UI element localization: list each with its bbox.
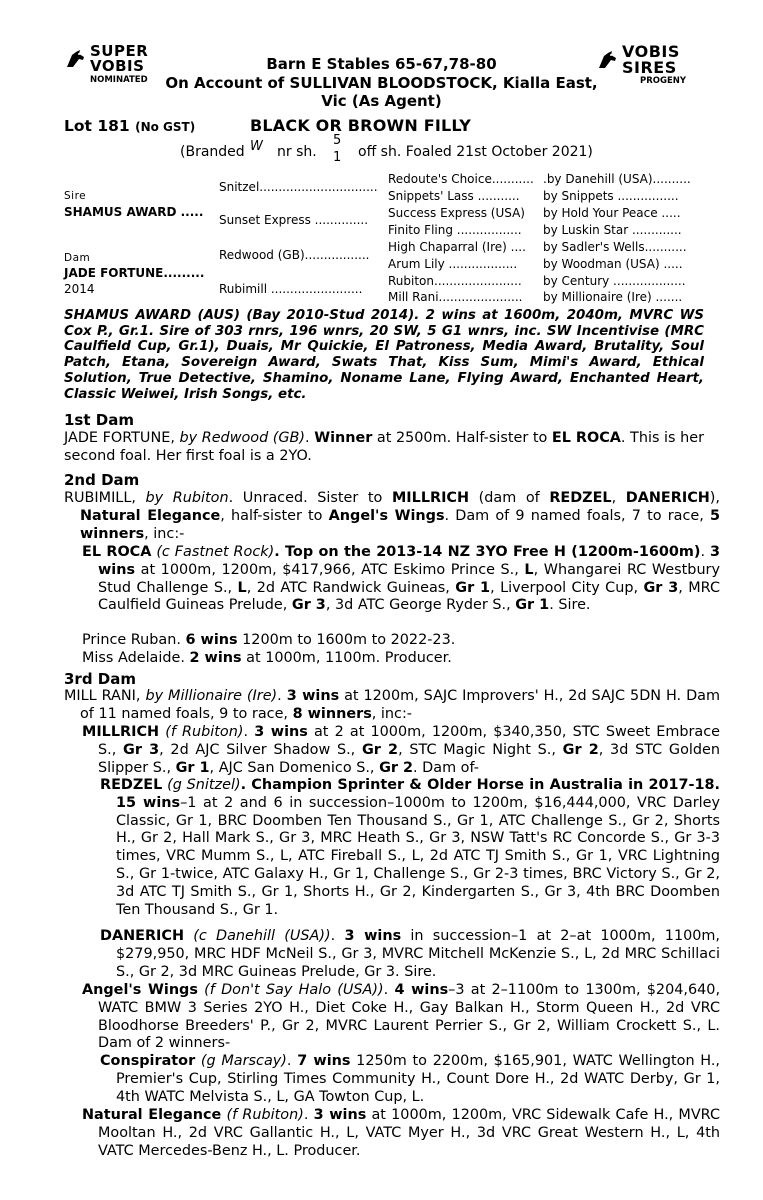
ggparent-by: by Century ...................	[543, 274, 686, 288]
ggparent-by: by Woodman (USA) .....	[543, 257, 683, 271]
grandparent: Rubimill ........................	[219, 282, 363, 296]
danerich-record: in succession–1 at 2–at 1000m, 1100m, $279,950, MRC HDF McNeil S., Gr 3, MVRC Mitchell McKenzie S., L, 2d MRC Schillaci S., Gr 2, 3d MRC Guineas Prelude, Gr 3. Sire.	[116, 928, 721, 980]
ggparent-name: Arum Lily ..................	[388, 257, 518, 271]
race-grade: L	[524, 561, 534, 578]
danerich-entry	[100, 928, 720, 981]
wins-count: 6 wins	[185, 632, 238, 648]
conspirator-name: Conspirator	[100, 1053, 196, 1069]
text: . This is her second foal. Her first foal is a 2YO.	[64, 430, 704, 464]
millrich-by: (f Rubiton)	[165, 724, 244, 740]
angels-wings-record: –3 at 2–1100m to 1300m, $204,640, WATC BMW 3 Series 2YO H., Diet Coke H., Gay Balkan H., Storm Queen H., 2d VRC Bloodhorse Breeders' P., Gr 2, MVRC Laurent Perrier S., Gr 2, William Crockett S., L. Dam of 2 winners-	[98, 982, 721, 1052]
text: 1200m to 1600m to 2022-23.	[237, 632, 456, 648]
first-dam-heading: 1st Dam	[64, 411, 134, 429]
danerich-name: DANERICH	[100, 928, 184, 944]
first-dam-paragraph	[64, 430, 704, 466]
text: .	[383, 982, 395, 998]
third-dam-paragraph	[64, 688, 720, 724]
first-dam-by: by Redwood (GB)	[179, 430, 306, 446]
gst-label: (No GST)	[135, 120, 196, 134]
brand-off-bottom: 1	[333, 150, 342, 165]
el-roca-by: (c Fastnet Rock)	[156, 544, 275, 560]
text: .	[277, 688, 287, 704]
el-roca-entry	[82, 544, 720, 615]
barn-line: Barn E Stables 65-67,78-80	[266, 55, 497, 73]
third-dam-by: by Millionaire (Ire)	[145, 688, 278, 704]
race-grade: Gr 2	[361, 741, 399, 758]
ggparent-by: by Luskin Star .............	[543, 223, 682, 237]
angels-wings-name: Angel's Wings	[82, 982, 198, 998]
redzel-name: REDZEL	[100, 777, 163, 793]
millrich-name: MILLRICH	[82, 724, 160, 740]
ggparent-name: Mill Rani......................	[388, 290, 523, 304]
conspirator-record: 1250m to 2200m, $165,901, WATC Wellington H., Premier's Cup, Stirling Times Community H., Count Dore H., 2d WATC Derby, Gr 1, 4th WATC Melvista S., L, GA Towton Cup, L.	[116, 1053, 721, 1105]
brand-mark-icon: W	[250, 139, 263, 154]
race-grade: Gr 2	[379, 759, 414, 776]
text: .	[700, 544, 710, 560]
third-dam-heading: 3rd Dam	[64, 670, 136, 688]
ggparent-name: Finito Fling .................	[388, 223, 522, 237]
brand-off-top: 5	[333, 133, 342, 148]
ggparent-by: by Snippets ................	[543, 189, 679, 203]
redzel-ref: REDZEL	[549, 490, 612, 506]
sire-label: Sire	[64, 190, 87, 202]
race-grade: L	[237, 579, 247, 596]
wins-count: 7 wins	[297, 1053, 351, 1069]
logo-left-line1: SUPER	[90, 42, 149, 60]
redzel-entry	[100, 777, 720, 919]
text: , 3d STC Golden Slipper S.,	[98, 741, 720, 776]
foaled-text: off sh. Foaled 21st October 2021)	[358, 144, 593, 160]
text: .	[330, 928, 345, 944]
text: Miss Adelaide.	[82, 650, 190, 666]
text: , 3d ATC George Ryder S.,	[325, 597, 516, 614]
ggparent-name: Success Express (USA)	[388, 206, 525, 220]
text: . Unraced. Sister to	[228, 490, 392, 506]
miss-adelaide-entry	[82, 650, 704, 668]
second-dam-name: RUBIMILL,	[64, 490, 136, 506]
text: .	[305, 430, 315, 446]
natural-elegance-ref: Natural Elegance	[80, 507, 221, 524]
grandparent: Snitzel...............................	[219, 180, 378, 194]
text: at 1000m, 1200m, $417,966, ATC Eskimo Prince S.,	[135, 561, 525, 578]
natural-elegance-by: (f Rubiton)	[226, 1107, 304, 1123]
text: .	[243, 724, 255, 740]
race-grade: Gr 1	[455, 579, 491, 596]
near-side: nr sh.	[277, 144, 317, 160]
logo-right-line3: PROGENY	[640, 76, 687, 86]
el-roca-honour: . Top on the 2013-14 NZ 3YO Free H (1200m-1600m)	[274, 544, 701, 560]
wins-count: 3 wins	[254, 724, 308, 740]
text: , Whangarei RC Westbury Stud Challenge S.,	[98, 561, 720, 596]
text: , MRC Caulfield Guineas Prelude,	[98, 579, 720, 614]
text: . Dam of 9 named foals, 7 to race,	[444, 507, 710, 524]
text: , inc:-	[371, 705, 412, 722]
second-dam-paragraph	[64, 490, 720, 543]
natural-elegance-entry	[82, 1107, 720, 1160]
lot-label: Lot 181	[64, 117, 130, 135]
dam-name: JADE FORTUNE.........	[64, 266, 205, 280]
wins-count: 3 wins	[313, 1107, 367, 1123]
el-roca-wins: 3 wins	[98, 544, 720, 578]
account-line: On Account of SULLIVAN BLOODSTOCK, Kialla East,	[165, 74, 598, 92]
sire-name: SHAMUS AWARD .....	[64, 205, 204, 219]
lot-description: BLACK OR BROWN FILLY	[250, 116, 472, 135]
redzel-record: –1 at 2 and 6 in succession–1000m to 1200m, $16,444,000, VRC Darley Classic, Gr 1, BRC Doomben Ten Thousand S., Gr 1, ATC Challenge S., Gr 2, Shorts H., Gr 2, Hall Mark S., Gr 3, MRC Heath S., Gr 3, NSW Tatt's RC Concorde S., Gr 3-3 times, VRC Mumm S., L, ATC Fireball S., L, 2d ATC TJ Smith S., Gr 1, VRC Lightning S., Gr 1-twice, ATC Galaxy H., Gr 1, Challenge S., Gr 2-3 times, BRC Victory S., Gr 2, 3d ATC TJ Smith S., Gr 1, Shorts H., Gr 2, Kindergarten S., Gr 3, 4th BRC Doomben Ten Thousand S., Gr 1.	[116, 794, 720, 918]
conspirator-entry	[100, 1053, 720, 1106]
text: ),	[709, 490, 720, 506]
race-grade: Gr 3	[643, 579, 679, 596]
el-roca-name: EL ROCA	[82, 544, 152, 560]
text: , inc:-	[144, 525, 185, 542]
danerich-by: (c Danehill (USA))	[193, 928, 331, 944]
redzel-by: (g Snitzel)	[167, 777, 241, 793]
logo-right-line2: SIRES	[622, 58, 677, 77]
second-dam-heading: 2nd Dam	[64, 471, 140, 489]
ggparent-name: Snippets' Lass ...........	[388, 189, 520, 203]
ggparent-by: by Millionaire (Ire) .......	[543, 290, 683, 304]
race-grade: Gr 2	[562, 741, 599, 758]
angels-wings-ref: Angel's Wings	[328, 507, 445, 524]
text: .	[303, 1107, 314, 1123]
text: , half-sister to	[220, 507, 329, 524]
wins-count: 2 wins	[189, 650, 242, 666]
race-grade: Gr 1	[175, 759, 210, 776]
branded-prefix: (Branded	[180, 144, 245, 160]
winners-count: 5 winners	[80, 507, 720, 542]
second-dam-by: by Rubiton	[145, 490, 229, 506]
natural-elegance-name: Natural Elegance	[82, 1107, 222, 1123]
angels-wings-entry	[82, 982, 720, 1053]
ggparent-by: .by Danehill (USA)..........	[543, 172, 691, 186]
text: . Dam of-	[413, 759, 479, 776]
redzel-honour: . Champion Sprinter & Older Horse in Australia in 2017-18. 15 wins	[116, 777, 721, 811]
agent-line: Vic (As Agent)	[321, 92, 442, 110]
prince-ruban-entry	[82, 632, 704, 650]
grandparent: Sunset Express ..............	[219, 213, 369, 227]
first-dam-winner: Winner	[314, 430, 373, 446]
logo-right-line1: VOBIS	[622, 42, 680, 61]
winners-count: 8 winners	[292, 705, 372, 722]
text: at 1200m, SAJC Improvers' H., 2d SAJC 5DN H. Dam of 11 named foals, 9 to race,	[80, 688, 720, 722]
natural-elegance-record: at 1000m, 1200m, VRC Sidewalk Cafe H., MVRC Mooltan H., 2d VRC Gallantic H., L, VATC Myer H., 3d VRC Great Western H., L, 4th VATC Mercedes-Benz H., L. Producer.	[98, 1107, 721, 1159]
text: Prince Ruban.	[82, 632, 186, 648]
dam-year: 2014	[64, 282, 95, 296]
angels-wings-by: (f Don't Say Halo (USA))	[204, 982, 384, 998]
sire-summary: SHAMUS AWARD (AUS) (Bay 2010-Stud 2014). 2 wins at 1600m, 2040m, MVRC WS Cox P., Gr.1. Sire of 303 rnrs, 196 wnrs, 20 SW, 5 G1 wnrs, inc. SW Incentivise (MRC Caulfield Cup, Gr.1), Duais, Mr Quickie, El Patroness, Media Award, Brutality, Soul Patch, Etana, Sovereign Award, Swats That, Kiss Sum, Mimi's Award, Ethical Solution, True Detective, Shamino, Noname Lane, Flying Award, Enchanted Heart, Classic Weiwei, Irish Songs, etc.	[64, 308, 704, 402]
text: ,	[611, 490, 626, 506]
millrich-ref: MILLRICH	[391, 490, 470, 506]
ggparent-name: Redoute's Choice...........	[388, 172, 534, 186]
text: (dam of	[469, 490, 550, 506]
el-roca-ref: EL ROCA	[551, 430, 621, 446]
ggparent-name: Rubiton.......................	[388, 274, 522, 288]
text: , 2d ATC Randwick Guineas,	[246, 579, 456, 596]
race-grade: Gr 1	[515, 597, 550, 614]
text: .	[286, 1053, 298, 1069]
logo-left-line2: VOBIS	[90, 57, 145, 75]
text: . Sire.	[549, 597, 591, 614]
logo-left-line3: NOMINATED	[90, 75, 148, 85]
grandparent: Redwood (GB).................	[219, 248, 370, 262]
ggparent-by: by Sadler's Wells...........	[543, 240, 687, 254]
race-grade: Gr 3	[291, 597, 326, 614]
text: , 2d AJC Silver Shadow S.,	[159, 741, 362, 758]
dam-label: Dam	[64, 252, 91, 264]
wins-count: 4 wins	[394, 982, 449, 998]
lot-number	[64, 117, 195, 135]
wins-count: 3 wins	[344, 928, 402, 944]
text: at 1000m, 1100m. Producer.	[241, 650, 452, 666]
ggparent-by: by Hold Your Peace .....	[543, 206, 681, 220]
text: , STC Magic Night S.,	[398, 741, 563, 758]
race-grade: Gr 3	[123, 741, 160, 758]
danerich-ref: DANERICH	[625, 490, 710, 506]
wins-count: 3 wins	[286, 688, 340, 704]
text: at 2 at 1000m, 1200m, $340,350, STC Sweet Embrace S.,	[98, 724, 721, 758]
text: , AJC San Domenico S.,	[209, 759, 380, 776]
first-dam-name: JADE FORTUNE,	[64, 430, 175, 446]
text: , Liverpool City Cup,	[490, 579, 644, 596]
text: at 2500m. Half-sister to	[372, 430, 552, 446]
conspirator-by: (g Marscay)	[200, 1053, 287, 1069]
ggparent-name: High Chaparral (Ire) ....	[388, 240, 526, 254]
millrich-entry	[82, 724, 720, 777]
third-dam-name: MILL RANI,	[64, 688, 141, 704]
